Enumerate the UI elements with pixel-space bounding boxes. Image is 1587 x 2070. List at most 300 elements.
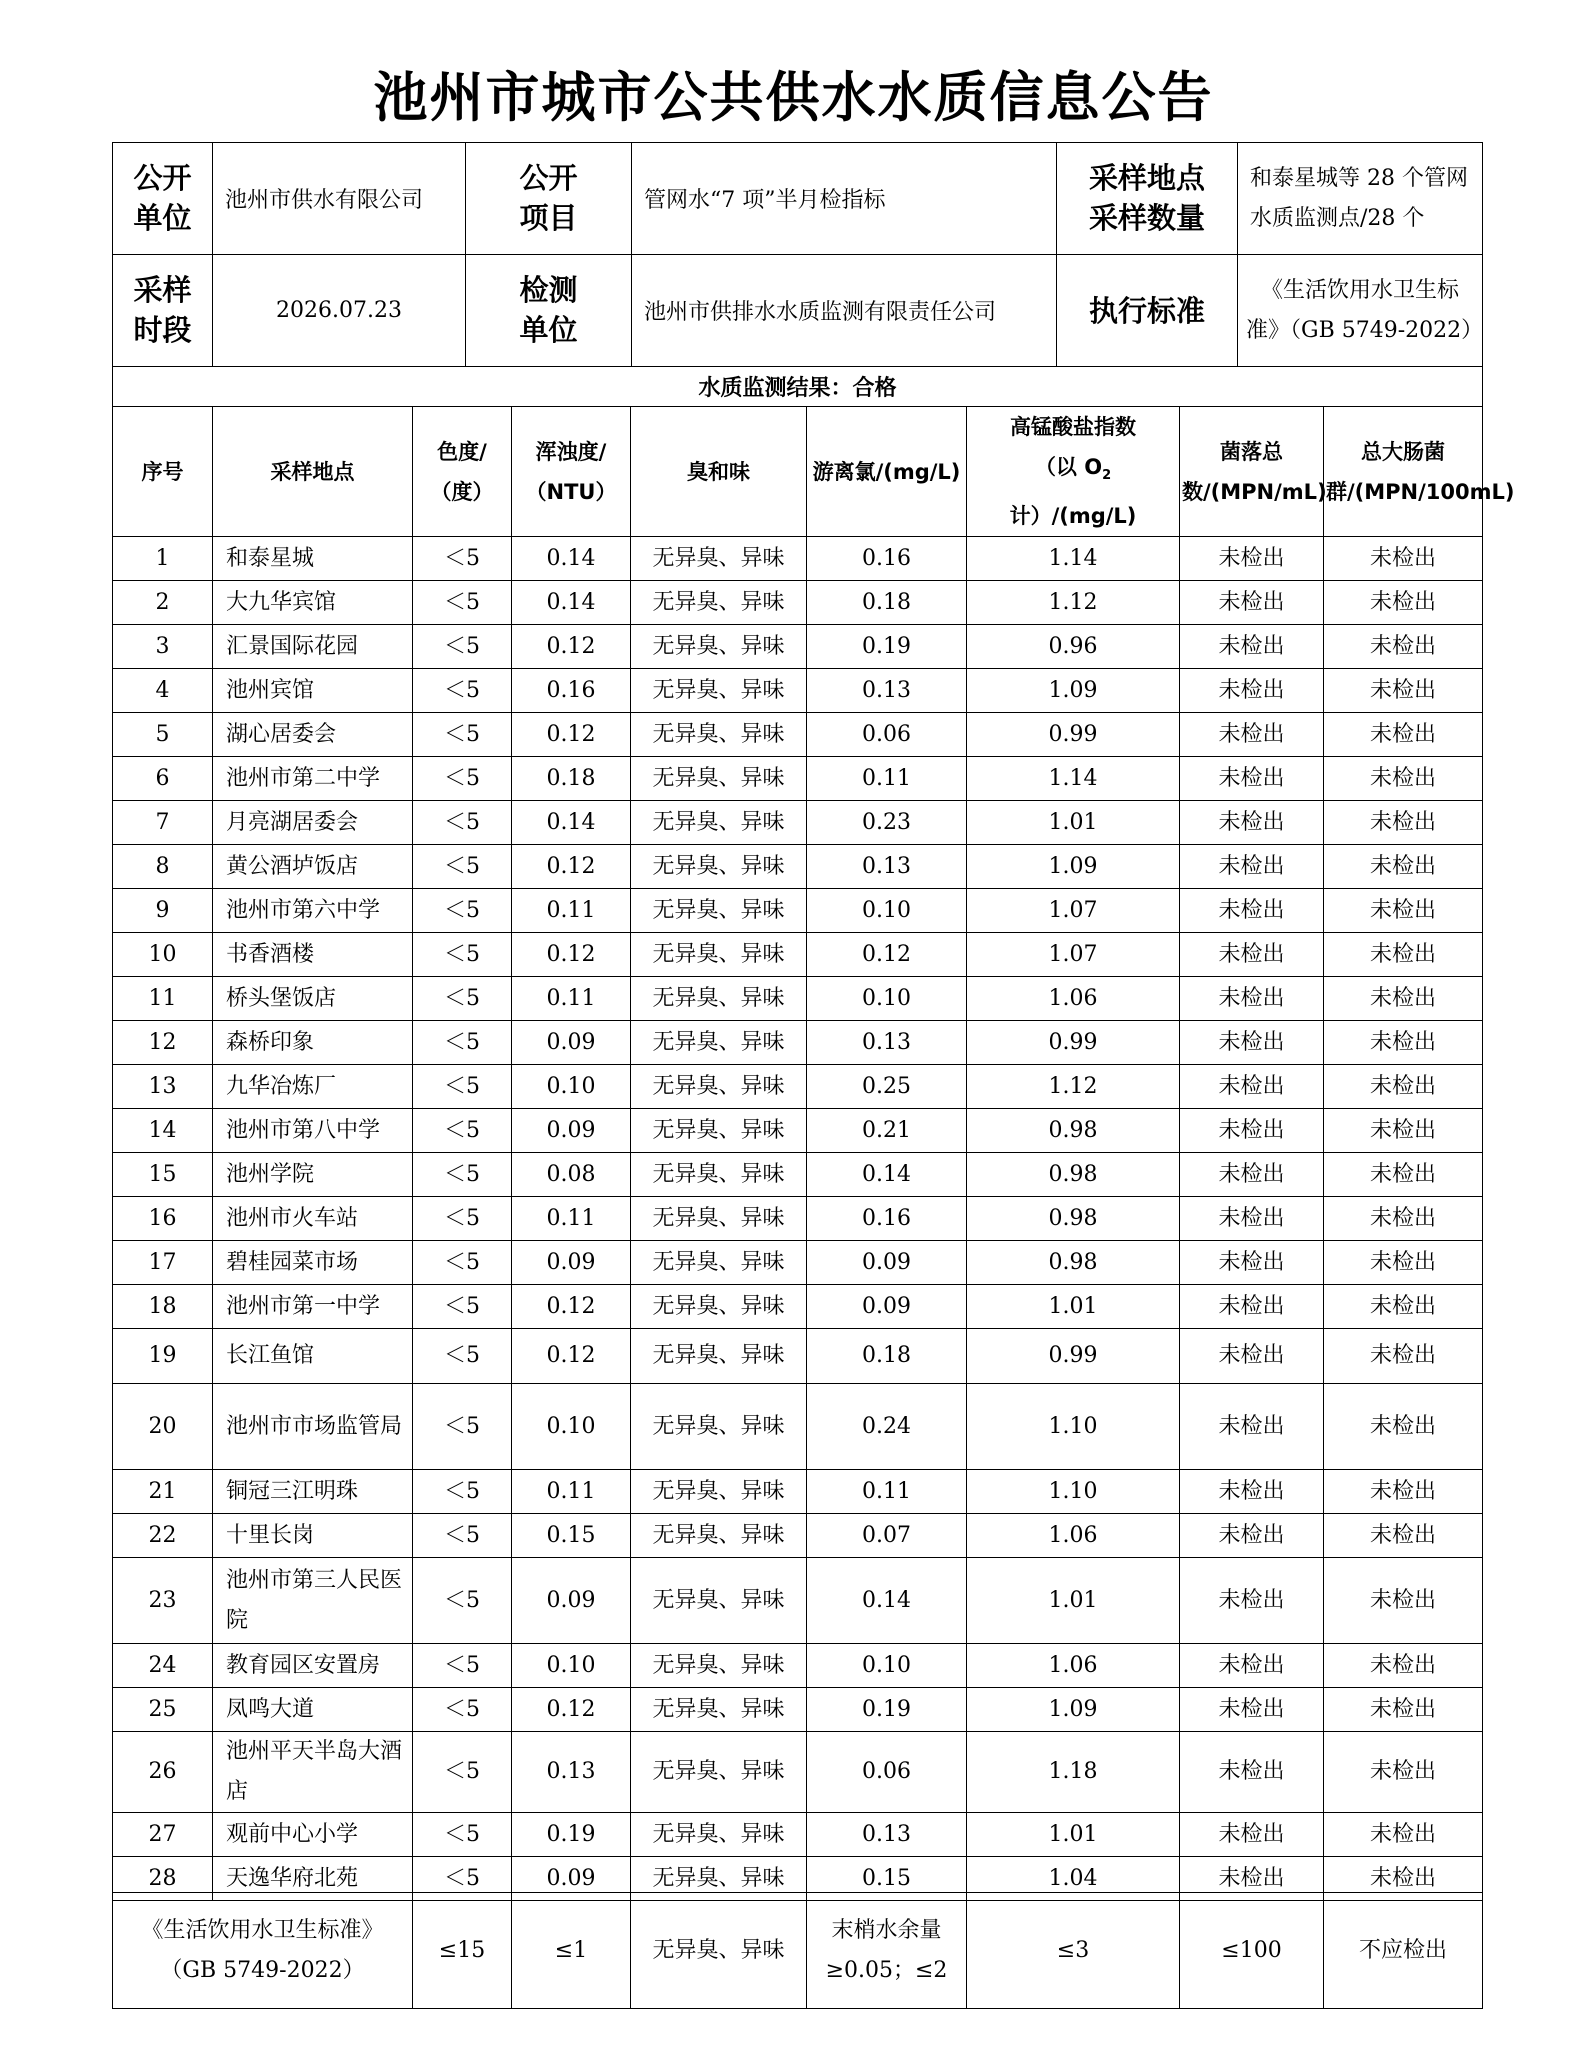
- cell-site: 凤鸣大道: [213, 1688, 413, 1732]
- cell-turbidity: 0.12: [512, 1329, 631, 1384]
- table-header-row: [113, 407, 1483, 537]
- unit-label: 公开单位: [113, 143, 213, 255]
- result-banner: 水质监测结果：合格: [113, 367, 1483, 407]
- cell-odor: 无异臭、异味: [631, 1857, 807, 1901]
- cell-bacteria: 未检出: [1180, 1021, 1324, 1065]
- cell-color: ＜5: [413, 1384, 512, 1470]
- cell-color: ＜5: [413, 933, 512, 977]
- cell-color: ＜5: [413, 669, 512, 713]
- table-row: [113, 713, 1483, 757]
- standard-cod: ≤3: [967, 1893, 1180, 2009]
- cell-no: 7: [113, 801, 213, 845]
- standard-table: [112, 1892, 1483, 2009]
- cell-no: 8: [113, 845, 213, 889]
- table-row: [113, 845, 1483, 889]
- table-row: [113, 1329, 1483, 1384]
- col-site: 采样地点: [213, 407, 413, 537]
- cell-odor: 无异臭、异味: [631, 713, 807, 757]
- standard-name: 《生活饮用水卫生标准》 （GB 5749-2022）: [113, 1893, 413, 2009]
- cell-odor: 无异臭、异味: [631, 1197, 807, 1241]
- cell-chlorine: 0.06: [807, 1732, 967, 1813]
- cell-cod: 1.09: [967, 1688, 1180, 1732]
- col-cod-bottom: （以 $O_2$ 计）/(mg/L): [1009, 455, 1137, 528]
- cell-site: 池州平天半岛大酒店: [213, 1732, 413, 1813]
- cell-cod: 1.01: [967, 1558, 1180, 1644]
- table-row: [113, 1644, 1483, 1688]
- cell-cod: 0.96: [967, 625, 1180, 669]
- cell-no: 12: [113, 1021, 213, 1065]
- cell-turbidity: 0.14: [512, 537, 631, 581]
- cell-bacteria: 未检出: [1180, 1241, 1324, 1285]
- period-label: 采样时段: [113, 255, 213, 367]
- cell-bacteria: 未检出: [1180, 1514, 1324, 1558]
- table-row: [113, 1241, 1483, 1285]
- cell-odor: 无异臭、异味: [631, 977, 807, 1021]
- cell-chlorine: 0.10: [807, 1644, 967, 1688]
- cell-coliform: 未检出: [1324, 537, 1483, 581]
- cell-cod: 1.12: [967, 581, 1180, 625]
- cell-site: 池州学院: [213, 1153, 413, 1197]
- cell-odor: 无异臭、异味: [631, 1514, 807, 1558]
- cell-bacteria: 未检出: [1180, 1285, 1324, 1329]
- cell-color: ＜5: [413, 1021, 512, 1065]
- cell-chlorine: 0.16: [807, 1197, 967, 1241]
- cell-turbidity: 0.18: [512, 757, 631, 801]
- cell-turbidity: 0.11: [512, 977, 631, 1021]
- cell-bacteria: 未检出: [1180, 1384, 1324, 1470]
- cell-coliform: 未检出: [1324, 581, 1483, 625]
- cell-site: 池州市第六中学: [213, 889, 413, 933]
- cell-turbidity: 0.11: [512, 889, 631, 933]
- table-row: [113, 625, 1483, 669]
- cell-chlorine: 0.13: [807, 845, 967, 889]
- cell-turbidity: 0.09: [512, 1857, 631, 1901]
- cell-odor: 无异臭、异味: [631, 1021, 807, 1065]
- table-row: [113, 1285, 1483, 1329]
- cell-turbidity: 0.13: [512, 1732, 631, 1813]
- cell-bacteria: 未检出: [1180, 1065, 1324, 1109]
- page-title: 池州市城市公共供水水质信息公告: [373, 66, 1214, 129]
- cell-coliform: 未检出: [1324, 845, 1483, 889]
- cell-site: 天逸华府北苑: [213, 1857, 413, 1901]
- cell-coliform: 未检出: [1324, 757, 1483, 801]
- cell-no: 16: [113, 1197, 213, 1241]
- cell-site: 十里长岗: [213, 1514, 413, 1558]
- cell-turbidity: 0.12: [512, 845, 631, 889]
- cell-site: 观前中心小学: [213, 1813, 413, 1857]
- cell-bacteria: 未检出: [1180, 1153, 1324, 1197]
- lab-value: 池州市供排水水质监测有限责任公司: [632, 255, 1057, 367]
- cell-cod: 1.09: [967, 845, 1180, 889]
- cell-turbidity: 0.11: [512, 1197, 631, 1241]
- cell-chlorine: 0.24: [807, 1384, 967, 1470]
- cell-site: 森桥印象: [213, 1021, 413, 1065]
- cell-color: ＜5: [413, 1688, 512, 1732]
- cell-coliform: 未检出: [1324, 1470, 1483, 1514]
- cell-bacteria: 未检出: [1180, 889, 1324, 933]
- cell-color: ＜5: [413, 1197, 512, 1241]
- cell-cod: 0.99: [967, 1329, 1180, 1384]
- cell-chlorine: 0.07: [807, 1514, 967, 1558]
- cell-turbidity: 0.11: [512, 1470, 631, 1514]
- cell-coliform: 未检出: [1324, 889, 1483, 933]
- cell-no: 27: [113, 1813, 213, 1857]
- col-coliform: 总大肠菌群/(MPN/100mL): [1324, 407, 1483, 537]
- cell-odor: 无异臭、异味: [631, 933, 807, 977]
- table-row: [113, 1558, 1483, 1644]
- cell-color: ＜5: [413, 1109, 512, 1153]
- cell-odor: 无异臭、异味: [631, 1732, 807, 1813]
- table-row: [113, 1065, 1483, 1109]
- cell-odor: 无异臭、异味: [631, 757, 807, 801]
- cell-bacteria: 未检出: [1180, 669, 1324, 713]
- cell-odor: 无异臭、异味: [631, 889, 807, 933]
- cell-site: 池州宾馆: [213, 669, 413, 713]
- cell-bacteria: 未检出: [1180, 1732, 1324, 1813]
- cell-color: ＜5: [413, 1329, 512, 1384]
- lab-label: 检测单位: [466, 255, 632, 367]
- cell-chlorine: 0.18: [807, 581, 967, 625]
- cell-odor: 无异臭、异味: [631, 537, 807, 581]
- cell-cod: 1.07: [967, 933, 1180, 977]
- cell-bacteria: 未检出: [1180, 1857, 1324, 1901]
- cell-chlorine: 0.25: [807, 1065, 967, 1109]
- cell-turbidity: 0.09: [512, 1558, 631, 1644]
- cell-chlorine: 0.11: [807, 1470, 967, 1514]
- table-row: [113, 581, 1483, 625]
- table-row: [113, 1514, 1483, 1558]
- cell-site: 月亮湖居委会: [213, 801, 413, 845]
- table-row: [113, 1197, 1483, 1241]
- cell-coliform: 未检出: [1324, 1241, 1483, 1285]
- cell-turbidity: 0.10: [512, 1065, 631, 1109]
- cell-odor: 无异臭、异味: [631, 1644, 807, 1688]
- cell-cod: 1.12: [967, 1065, 1180, 1109]
- cell-cod: 1.01: [967, 1813, 1180, 1857]
- cell-cod: 1.06: [967, 1644, 1180, 1688]
- standard-value: 《生活饮用水卫生标准》（GB 5749-2022）: [1238, 255, 1483, 367]
- cell-cod: 1.06: [967, 1514, 1180, 1558]
- cell-no: 18: [113, 1285, 213, 1329]
- cell-odor: 无异臭、异味: [631, 1109, 807, 1153]
- cell-chlorine: 0.13: [807, 1813, 967, 1857]
- cell-chlorine: 0.13: [807, 669, 967, 713]
- cell-chlorine: 0.10: [807, 977, 967, 1021]
- cell-chlorine: 0.13: [807, 1021, 967, 1065]
- cell-color: ＜5: [413, 537, 512, 581]
- cell-odor: 无异臭、异味: [631, 625, 807, 669]
- cell-cod: 1.10: [967, 1470, 1180, 1514]
- table-row: [113, 1021, 1483, 1065]
- cell-bacteria: 未检出: [1180, 1109, 1324, 1153]
- cell-bacteria: 未检出: [1180, 1813, 1324, 1857]
- cell-chlorine: 0.06: [807, 713, 967, 757]
- cell-turbidity: 0.15: [512, 1514, 631, 1558]
- cell-no: 24: [113, 1644, 213, 1688]
- table-row: [113, 1109, 1483, 1153]
- cell-coliform: 未检出: [1324, 713, 1483, 757]
- cell-chlorine: 0.11: [807, 757, 967, 801]
- site-value: 和泰星城等 28 个管网水质监测点/28 个: [1238, 143, 1483, 255]
- cell-color: ＜5: [413, 581, 512, 625]
- cell-coliform: 未检出: [1324, 1109, 1483, 1153]
- cell-odor: 无异臭、异味: [631, 1558, 807, 1644]
- cell-coliform: 未检出: [1324, 1558, 1483, 1644]
- cell-bacteria: 未检出: [1180, 1470, 1324, 1514]
- cell-chlorine: 0.09: [807, 1241, 967, 1285]
- cell-cod: 1.07: [967, 889, 1180, 933]
- standard-chlorine: 末梢水余量 ≥0.05；≤2: [807, 1893, 967, 2009]
- cell-cod: 1.09: [967, 669, 1180, 713]
- cell-coliform: 未检出: [1324, 1644, 1483, 1688]
- header-table: [112, 142, 1483, 407]
- cell-site: 汇景国际花园: [213, 625, 413, 669]
- cell-bacteria: 未检出: [1180, 977, 1324, 1021]
- cell-site: 长江鱼馆: [213, 1329, 413, 1384]
- cell-site: 碧桂园菜市场: [213, 1241, 413, 1285]
- col-color: 色度/（度）: [413, 407, 512, 537]
- cell-site: 池州市第八中学: [213, 1109, 413, 1153]
- cell-turbidity: 0.12: [512, 1688, 631, 1732]
- cell-turbidity: 0.16: [512, 669, 631, 713]
- cell-odor: 无异臭、异味: [631, 1329, 807, 1384]
- cell-odor: 无异臭、异味: [631, 1384, 807, 1470]
- cell-odor: 无异臭、异味: [631, 845, 807, 889]
- col-turbidity: 浑浊度/（NTU）: [512, 407, 631, 537]
- cell-chlorine: 0.19: [807, 1688, 967, 1732]
- results-table: [112, 406, 1515, 1901]
- cell-cod: 1.10: [967, 1384, 1180, 1470]
- cell-no: 22: [113, 1514, 213, 1558]
- standard-color: ≤15: [413, 1893, 512, 2009]
- cell-bacteria: 未检出: [1180, 845, 1324, 889]
- cell-no: 11: [113, 977, 213, 1021]
- cell-turbidity: 0.10: [512, 1384, 631, 1470]
- cell-color: ＜5: [413, 1241, 512, 1285]
- cell-coliform: 未检出: [1324, 625, 1483, 669]
- cell-no: 21: [113, 1470, 213, 1514]
- table-row: [113, 537, 1483, 581]
- cell-turbidity: 0.14: [512, 581, 631, 625]
- col-odor: 臭和味: [631, 407, 807, 537]
- cell-no: 19: [113, 1329, 213, 1384]
- table-row: [113, 889, 1483, 933]
- cell-no: 25: [113, 1688, 213, 1732]
- cell-no: 2: [113, 581, 213, 625]
- cell-site: 桥头堡饭店: [213, 977, 413, 1021]
- cell-color: ＜5: [413, 1644, 512, 1688]
- cell-chlorine: 0.19: [807, 625, 967, 669]
- cell-turbidity: 0.12: [512, 625, 631, 669]
- cell-coliform: 未检出: [1324, 1857, 1483, 1901]
- cell-odor: 无异臭、异味: [631, 1153, 807, 1197]
- cell-bacteria: 未检出: [1180, 1329, 1324, 1384]
- cell-turbidity: 0.12: [512, 933, 631, 977]
- cell-site: 黄公酒垆饭店: [213, 845, 413, 889]
- cell-chlorine: 0.15: [807, 1857, 967, 1901]
- item-label: 公开项目: [466, 143, 632, 255]
- cell-color: ＜5: [413, 889, 512, 933]
- cell-chlorine: 0.14: [807, 1558, 967, 1644]
- table-row: [113, 1153, 1483, 1197]
- cell-chlorine: 0.21: [807, 1109, 967, 1153]
- cell-no: 13: [113, 1065, 213, 1109]
- cell-color: ＜5: [413, 1065, 512, 1109]
- cell-cod: 0.98: [967, 1241, 1180, 1285]
- cell-coliform: 未检出: [1324, 977, 1483, 1021]
- cell-chlorine: 0.12: [807, 933, 967, 977]
- cell-color: ＜5: [413, 977, 512, 1021]
- cell-bacteria: 未检出: [1180, 1197, 1324, 1241]
- table-row: [113, 977, 1483, 1021]
- item-value: 管网水“7 项”半月检指标: [632, 143, 1057, 255]
- col-bacteria: 菌落总数/(MPN/mL): [1180, 407, 1324, 537]
- cell-color: ＜5: [413, 1514, 512, 1558]
- cell-color: ＜5: [413, 1470, 512, 1514]
- cell-odor: 无异臭、异味: [631, 1470, 807, 1514]
- cell-cod: 0.98: [967, 1197, 1180, 1241]
- cell-coliform: 未检出: [1324, 933, 1483, 977]
- cell-coliform: 未检出: [1324, 1732, 1483, 1813]
- standard-label: 执行标准: [1057, 255, 1238, 367]
- cell-color: ＜5: [413, 1558, 512, 1644]
- cell-color: ＜5: [413, 713, 512, 757]
- cell-site: 池州市第一中学: [213, 1285, 413, 1329]
- table-row: [113, 801, 1483, 845]
- cell-site: 池州市第二中学: [213, 757, 413, 801]
- cell-site: 池州市火车站: [213, 1197, 413, 1241]
- cell-bacteria: 未检出: [1180, 625, 1324, 669]
- cell-cod: 1.01: [967, 1285, 1180, 1329]
- cell-coliform: 未检出: [1324, 1813, 1483, 1857]
- table-row: [113, 1813, 1483, 1857]
- cell-odor: 无异臭、异味: [631, 1285, 807, 1329]
- cell-cod: 1.06: [967, 977, 1180, 1021]
- cell-turbidity: 0.19: [512, 1813, 631, 1857]
- cell-coliform: 未检出: [1324, 1285, 1483, 1329]
- cell-bacteria: 未检出: [1180, 1558, 1324, 1644]
- cell-site: 池州市市场监管局: [213, 1384, 413, 1470]
- table-row: [113, 669, 1483, 713]
- cell-site: 书香酒楼: [213, 933, 413, 977]
- cell-coliform: 未检出: [1324, 1153, 1483, 1197]
- cell-turbidity: 0.09: [512, 1021, 631, 1065]
- cell-chlorine: 0.23: [807, 801, 967, 845]
- cell-site: 教育园区安置房: [213, 1644, 413, 1688]
- cell-turbidity: 0.10: [512, 1644, 631, 1688]
- table-row: [113, 1732, 1483, 1813]
- cell-chlorine: 0.16: [807, 537, 967, 581]
- cell-bacteria: 未检出: [1180, 1688, 1324, 1732]
- cell-cod: 0.99: [967, 713, 1180, 757]
- period-value: 2026.07.23: [213, 255, 466, 367]
- cell-no: 3: [113, 625, 213, 669]
- standard-bacteria: ≤100: [1180, 1893, 1324, 2009]
- cell-bacteria: 未检出: [1180, 713, 1324, 757]
- cell-bacteria: 未检出: [1180, 933, 1324, 977]
- cell-color: ＜5: [413, 1285, 512, 1329]
- table-row: [113, 1384, 1483, 1470]
- cell-coliform: 未检出: [1324, 1329, 1483, 1384]
- cell-turbidity: 0.09: [512, 1109, 631, 1153]
- cell-no: 1: [113, 537, 213, 581]
- cell-site: 大九华宾馆: [213, 581, 413, 625]
- cell-cod: 1.14: [967, 757, 1180, 801]
- cell-chlorine: 0.09: [807, 1285, 967, 1329]
- standard-turbidity: ≤1: [512, 1893, 631, 2009]
- col-no: 序号: [113, 407, 213, 537]
- cell-no: 5: [113, 713, 213, 757]
- cell-coliform: 未检出: [1324, 1688, 1483, 1732]
- cell-coliform: 未检出: [1324, 1021, 1483, 1065]
- cell-cod: 1.14: [967, 537, 1180, 581]
- cell-turbidity: 0.12: [512, 713, 631, 757]
- cell-coliform: 未检出: [1324, 1065, 1483, 1109]
- cell-site: 和泰星城: [213, 537, 413, 581]
- cell-color: ＜5: [413, 845, 512, 889]
- cell-cod: 1.04: [967, 1857, 1180, 1901]
- cell-color: ＜5: [413, 625, 512, 669]
- cell-color: ＜5: [413, 801, 512, 845]
- cell-color: ＜5: [413, 757, 512, 801]
- cell-coliform: 未检出: [1324, 1514, 1483, 1558]
- cell-cod: 0.98: [967, 1153, 1180, 1197]
- cell-chlorine: 0.18: [807, 1329, 967, 1384]
- cell-odor: 无异臭、异味: [631, 1065, 807, 1109]
- cell-bacteria: 未检出: [1180, 1644, 1324, 1688]
- cell-coliform: 未检出: [1324, 669, 1483, 713]
- cell-no: 6: [113, 757, 213, 801]
- cell-bacteria: 未检出: [1180, 581, 1324, 625]
- standard-coliform: 不应检出: [1324, 1893, 1483, 2009]
- cell-no: 26: [113, 1732, 213, 1813]
- cell-odor: 无异臭、异味: [631, 1688, 807, 1732]
- cell-odor: 无异臭、异味: [631, 669, 807, 713]
- cell-no: 4: [113, 669, 213, 713]
- cell-coliform: 未检出: [1324, 1197, 1483, 1241]
- cell-no: 17: [113, 1241, 213, 1285]
- table-row: [113, 1688, 1483, 1732]
- cell-coliform: 未检出: [1324, 801, 1483, 845]
- table-row: [113, 1470, 1483, 1514]
- cell-no: 15: [113, 1153, 213, 1197]
- cell-coliform: 未检出: [1324, 1384, 1483, 1470]
- unit-value: 池州市供水有限公司: [213, 143, 466, 255]
- col-cod: [967, 407, 1180, 537]
- col-chlorine: 游离氯/(mg/L): [807, 407, 967, 537]
- cell-bacteria: 未检出: [1180, 757, 1324, 801]
- cell-chlorine: 0.10: [807, 889, 967, 933]
- cell-site: 铜冠三江明珠: [213, 1470, 413, 1514]
- cell-turbidity: 0.12: [512, 1285, 631, 1329]
- cell-cod: 1.01: [967, 801, 1180, 845]
- cell-site: 湖心居委会: [213, 713, 413, 757]
- cell-no: 28: [113, 1857, 213, 1901]
- cell-no: 20: [113, 1384, 213, 1470]
- site-label: 采样地点采样数量: [1057, 143, 1238, 255]
- cell-site: 九华冶炼厂: [213, 1065, 413, 1109]
- cell-color: ＜5: [413, 1732, 512, 1813]
- cell-cod: 1.18: [967, 1732, 1180, 1813]
- cell-cod: 0.99: [967, 1021, 1180, 1065]
- cell-site: 池州市第三人民医院: [213, 1558, 413, 1644]
- cell-turbidity: 0.14: [512, 801, 631, 845]
- cell-color: ＜5: [413, 1153, 512, 1197]
- cell-odor: 无异臭、异味: [631, 1241, 807, 1285]
- cell-no: 23: [113, 1558, 213, 1644]
- cell-odor: 无异臭、异味: [631, 1813, 807, 1857]
- cell-bacteria: 未检出: [1180, 537, 1324, 581]
